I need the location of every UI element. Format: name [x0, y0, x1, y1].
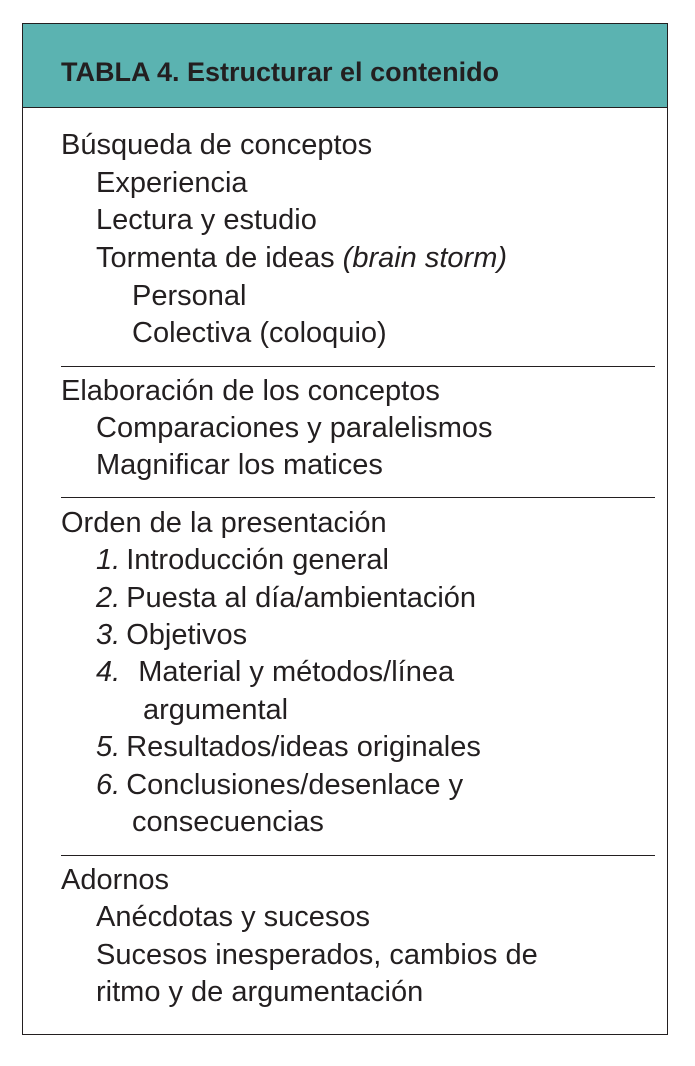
list-subitem: Colectiva (coloquio) — [132, 317, 387, 349]
numbered-item — [96, 580, 476, 616]
list-item: Comparaciones y paralelismos — [96, 412, 493, 444]
item-number: 3. — [96, 619, 121, 651]
item-text: Conclusiones/desenlace y — [126, 769, 464, 801]
section-heading-busqueda: Búsqueda de conceptos — [61, 129, 373, 161]
list-item: Lectura y estudio — [96, 204, 317, 236]
section-heading-orden: Orden de la presentación — [61, 507, 387, 539]
section-divider — [61, 366, 655, 367]
item-text: Introducción general — [126, 544, 389, 576]
content-table — [22, 23, 668, 1035]
item-number: 1. — [96, 544, 121, 576]
list-item: Experiencia — [96, 167, 248, 199]
list-item-note: (brain storm) — [342, 242, 508, 274]
item-number: 6. — [96, 769, 121, 801]
item-text: Material y métodos/línea — [138, 656, 455, 688]
section-divider — [61, 497, 655, 498]
section-heading-elaboracion: Elaboración de los conceptos — [61, 375, 440, 407]
table-title: TABLA 4. Estructurar el contenido — [61, 57, 500, 87]
item-text: Puesta al día/ambientación — [126, 582, 477, 614]
item-number: 5. — [96, 731, 121, 763]
numbered-item — [96, 767, 463, 803]
numbered-item — [96, 542, 389, 578]
list-item — [96, 240, 507, 276]
table-header — [23, 24, 667, 108]
item-text: Resultados/ideas originales — [126, 731, 481, 763]
numbered-item — [96, 617, 247, 653]
list-item: Anécdotas y sucesos — [96, 901, 371, 933]
list-item: ritmo y de argumentación — [96, 976, 424, 1008]
numbered-item-continuation: argumental — [143, 694, 289, 726]
item-number: 2. — [96, 582, 121, 614]
list-item-text: Tormenta de ideas — [96, 242, 335, 274]
numbered-item — [96, 654, 454, 690]
numbered-item-continuation: consecuencias — [132, 806, 324, 838]
list-item: Magnificar los matices — [96, 449, 383, 481]
item-text: Objetivos — [126, 619, 248, 651]
section-heading-adornos: Adornos — [61, 864, 170, 896]
list-subitem: Personal — [132, 280, 247, 312]
section-divider — [61, 855, 655, 856]
numbered-item — [96, 729, 481, 765]
list-item: Sucesos inesperados, cambios de — [96, 939, 538, 971]
item-number: 4. — [96, 656, 121, 688]
